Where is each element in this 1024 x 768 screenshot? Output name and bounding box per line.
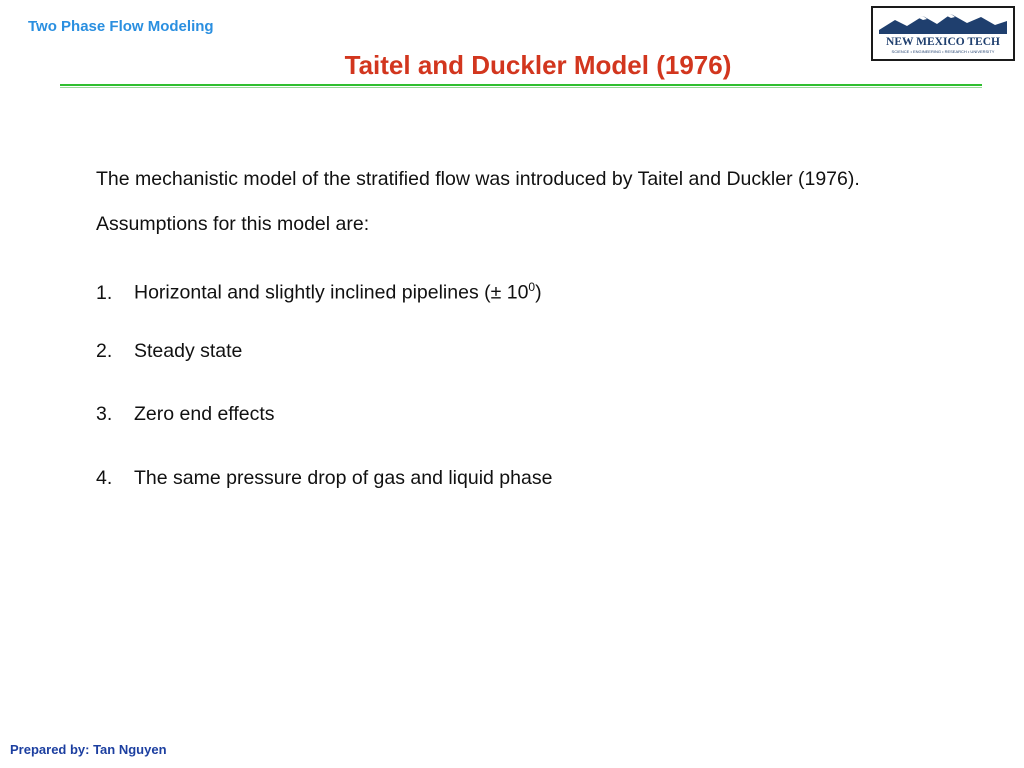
intro-paragraph: The mechanistic model of the stratified flow was introduced by Taitel and Duckler (1976). Assumptions for this model are: <box>96 168 860 235</box>
footer-label: Prepared by: Tan Nguyen <box>10 742 167 757</box>
list-item-text: Steady state <box>134 340 243 362</box>
list-item-text: Horizontal and slightly inclined pipelines (± 10 <box>134 281 529 304</box>
slide-title: Taitel and Duckler Model (1976) <box>344 50 732 80</box>
list-item-text: Zero end effects <box>134 403 275 425</box>
list-item-number: 3. <box>96 403 113 425</box>
list-item-number: 1. <box>96 281 113 304</box>
list-item <box>96 337 242 365</box>
logo-name: NEW MEXICO TECH <box>886 36 1000 48</box>
list-item-tail: ) <box>535 281 542 304</box>
mountain-logo-icon <box>873 8 1013 59</box>
list-item <box>96 400 275 428</box>
list-item-number: 4. <box>96 467 113 489</box>
logo-tagline: SCIENCE • ENGINEERING • RESEARCH • UNIVERSITY <box>891 49 995 54</box>
list-item-text: The same pressure drop of gas and liquid phase <box>134 467 553 489</box>
header-label: Two Phase Flow Modeling <box>28 18 214 35</box>
new-mexico-tech-logo <box>871 6 1015 61</box>
list-item <box>96 464 552 492</box>
title-divider <box>60 84 982 88</box>
list-item <box>96 273 542 307</box>
list-item-superscript: 0 <box>528 280 536 294</box>
list-item-number: 2. <box>96 340 113 362</box>
